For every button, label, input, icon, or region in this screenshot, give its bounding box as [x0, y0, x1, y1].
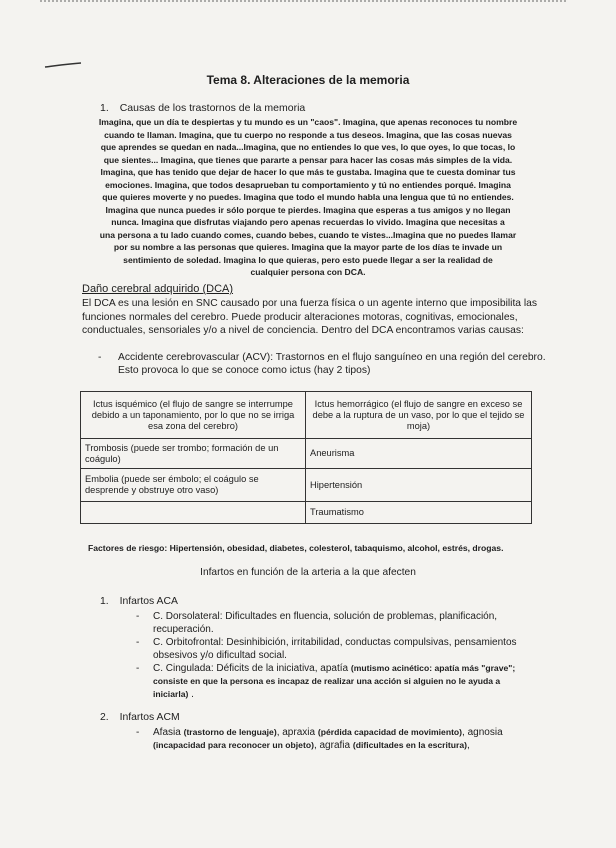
section1-title: Causas de los trastornos de la memoria [119, 102, 306, 114]
acm-part: Afasia [153, 727, 184, 738]
table-header-row [81, 392, 532, 439]
table-cell: Traumatismo [306, 502, 532, 524]
intro-line: sentimiento de soledad. Imagina lo que quieras, pero esto puede llegar a ser la realidad de [123, 254, 493, 265]
table-cell [81, 502, 306, 524]
intro-line: una persona a tu lado cuando comes, cuando bebes, cuando te vistes...Imagina que no puedes llamar [99, 229, 517, 240]
acm-part: , [467, 740, 470, 751]
intro-line: Imagina, que has tenido que dejar de hacer lo que más te gustaba. Imagina que te cuesta dominar tus [100, 167, 516, 177]
acm-heading [100, 712, 180, 723]
acm-part: , apraxia [276, 727, 318, 738]
aca-number: 1. [100, 596, 109, 607]
dca-line: conductuales, sensoriales y/o a nivel de conciencia. Dentro del DCA encontramos varias causas: [82, 325, 524, 336]
aca-item-text [153, 662, 536, 701]
header-ictus-isquemico: Ictus isquémico (el flujo de sangre se interrumpe debido a un taponamiento, por lo que no se irriga esa zona del cerebro) [81, 392, 306, 439]
intro-line: cualquier persona con DCA. [250, 267, 366, 277]
infartos-title: Infartos en función de la arteria a la que afecten [200, 567, 416, 578]
acv-text-line1: Accidente cerebrovascular (ACV): Trastornos en el flujo sanguíneo en una región del cerebro. [118, 352, 546, 363]
bullet-dash: - [136, 637, 140, 648]
bullet-dash: - [98, 352, 102, 363]
aca-label: Infartos ACA [119, 596, 178, 607]
intro-line: por su nombre a las personas que quieres. Imagina que la mayor parte de los días te invade un [113, 242, 503, 252]
acm-item-text [153, 726, 536, 752]
acm-part: (trastorno de lenguaje) [183, 727, 277, 737]
intro-line: que sientes... Imagina, que tienes que pararte a pensar para hacer las cosas más simples de la vida. [103, 154, 513, 165]
acm-part: (dificultades en la escritura) [352, 740, 467, 750]
acm-label: Infartos ACM [119, 712, 180, 723]
table-row [81, 502, 532, 524]
intro-line: cuando te llaman. Imagina, que tu cuerpo no responde a tus deseos. Imagina, que las cosas nuevas [104, 129, 512, 140]
section1-number: 1. [100, 102, 109, 114]
dca-paragraph [82, 297, 538, 338]
aca-item-text: C. Orbitofrontal: Desinhibición, irritabilidad, conductas compulsivas, pensamientos obsesivos y/o dificultad social. [153, 637, 517, 661]
table-cell: Aneurisma [306, 439, 532, 469]
dca-heading: Daño cerebral adquirido (DCA) [82, 283, 234, 295]
acm-part: (incapacidad para reconocer un objeto) [153, 740, 314, 750]
table-cell: Hipertensión [306, 469, 532, 502]
bullet-dash: - [136, 663, 140, 674]
cingulada-note: (mutismo acinético: apatía más "grave"; consiste en que la persona es incapaz de realizar una acción si alguien no le ayuda a iniciarla) [153, 663, 516, 699]
acm-part: , agrafia [313, 740, 353, 751]
cingulada-tail: . [191, 689, 194, 700]
risk-factors: Factores de riesgo: Hipertensión, obesidad, diabetes, colesterol, tabaquismo, alcohol, estrés, drogas. [88, 543, 504, 553]
scan-top-edge [40, 0, 566, 5]
table-row [81, 439, 532, 469]
intro-line: que quieres moverte y no puedes. Imagina que todo el mundo habla una lengua que tú no entiendes. [102, 192, 514, 202]
intro-line: Imagina, que un día te despiertas y tu mundo es un "caos". Imagina, que apenas reconoces tu nombre [98, 117, 518, 127]
section1-heading [100, 102, 305, 114]
pen-mark [44, 62, 82, 68]
acm-part: , agnosia [462, 727, 503, 738]
cingulada-text: C. Cingulada: Déficits de la iniciativa, apatía [153, 663, 349, 674]
acm-part: (pérdida capacidad de movimiento) [317, 727, 463, 737]
ictus-table [80, 391, 532, 524]
bullet-dash: - [136, 611, 140, 622]
page-title: Tema 8. Alteraciones de la memoria [206, 73, 410, 87]
intro-line: emociones. Imagina, que todos desaprueban tu comportamiento y tú no entiendes porqué. Imagina [105, 179, 511, 190]
acm-number: 2. [100, 712, 109, 723]
intro-line: Imagina que nunca puedes ir sólo porque te pierdes. Imagina que esperas a tus amigos y no llegan [105, 204, 511, 215]
acv-text-line2: Esto provoca lo que se conoce como ictus (hay 2 tipos) [118, 365, 371, 376]
intro-line: nunca. Imagina que disfrutas viajando pero apenas recuerdas lo vivido. Imagina que necesitas a [111, 217, 505, 227]
header-ictus-hemorragico: Ictus hemorrágico (el flujo de sangre en exceso se debe a la ruptura de un vaso, por lo que el tejido se moja) [306, 392, 532, 439]
table-cell: Trombosis (puede ser trombo; formación de un coágulo) [81, 439, 306, 469]
intro-line: que aprendes se quedan en nada...Imagina, que no entiendes lo que ves, lo que oyes, lo que tocas, lo [100, 142, 516, 152]
table-cell: Embolia (puede ser émbolo; el coágulo se desprende y obstruye otro vaso) [81, 469, 306, 502]
aca-item-text: C. Dorsolateral: Dificultades en fluencia, solución de problemas, planificación, recuperación. [153, 611, 498, 635]
table-row [81, 469, 532, 502]
intro-paragraph [88, 116, 528, 279]
aca-heading [100, 596, 178, 607]
bullet-dash: - [136, 727, 140, 738]
dca-line: El DCA es una lesión en SNC causado por una fuerza física o un agente interno que imposibilita las [82, 298, 538, 309]
dca-line: funciones normales del cerebro. Puede producir alteraciones motoras, cognitivas, emocionales, [82, 311, 518, 323]
